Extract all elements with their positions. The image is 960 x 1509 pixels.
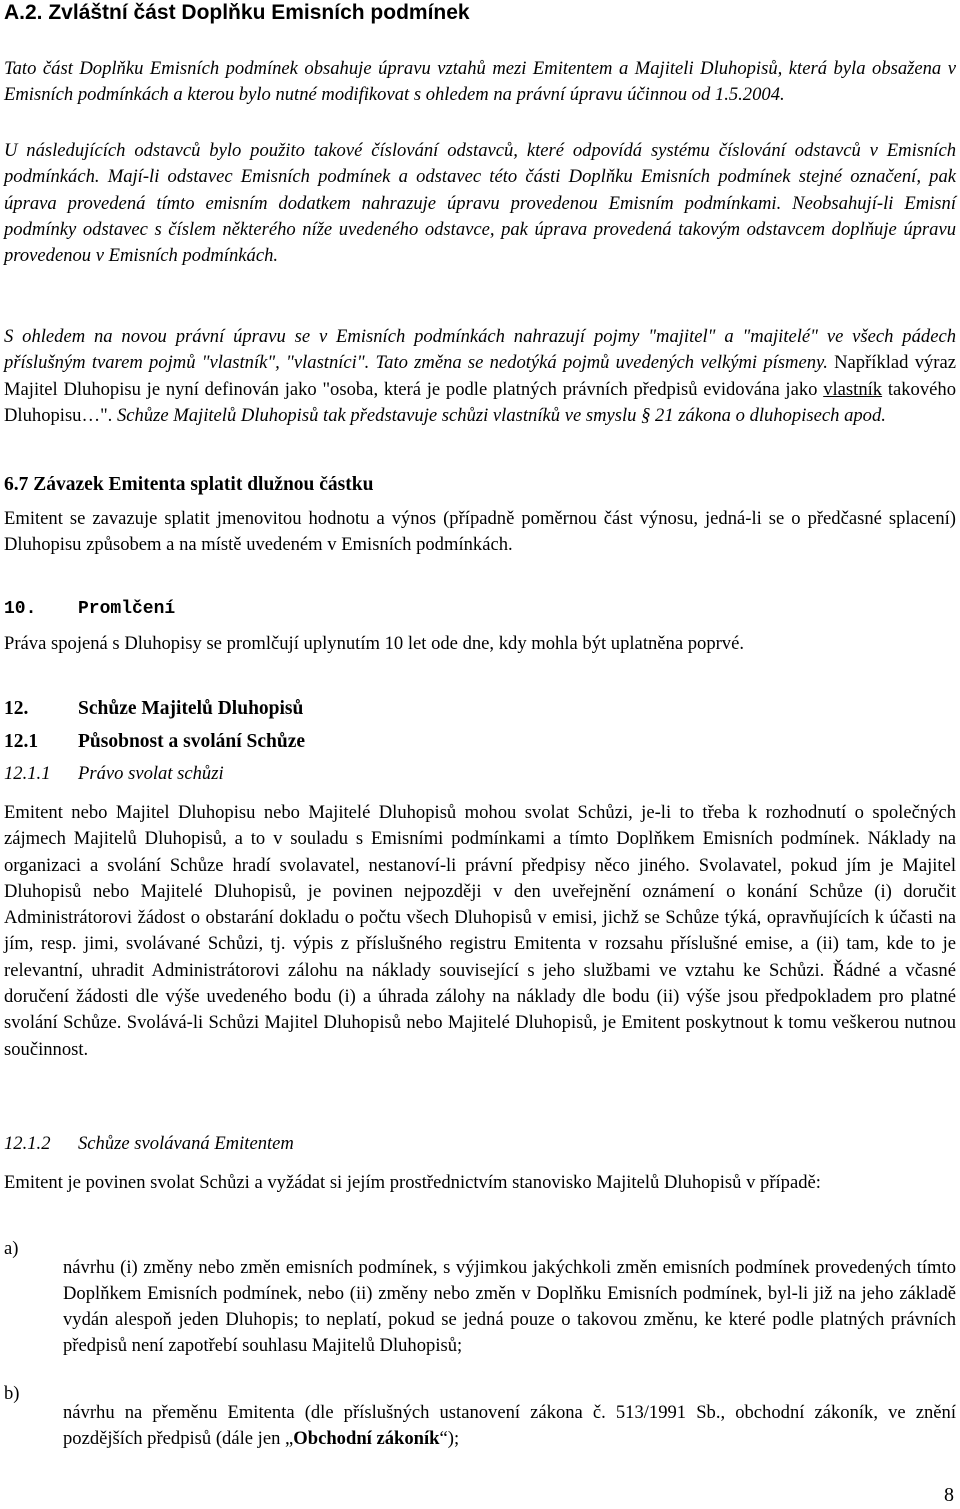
list-marker-a: a) [4, 1238, 19, 1259]
heading-12-1 [4, 729, 305, 755]
heading-12-1-1 [4, 761, 224, 787]
note-italic-end: Schůze Majitelů Dluhopisů tak představuje schůzi vlastníků ve smyslu § 21 zákona o dluhopisech apod. [116, 404, 886, 426]
defined-term-obchodni-zakonik: Obchodní zákoník [293, 1427, 440, 1449]
heading-10-number: 10. [4, 599, 37, 619]
heading-12-1-2 [4, 1131, 294, 1157]
note-italic: S ohledem na novou právní úpravu se v Emisních podmínkách nahrazují pojmy "majitel" a "majitelé" ve všech pádech příslušným tvarem pojmů "vlastník", "vlastníci". Tato změna se nedotýká pojmů uvedených velkými písmeny. [4, 326, 956, 374]
intro-paragraph-1 [4, 56, 956, 109]
heading-12-1-2-title: Schůze svolávaná Emitentem [78, 1133, 294, 1154]
heading-6-7-title: Závazek Emitenta splatit dlužnou částku [33, 474, 374, 495]
body-6-7: Emitent se zavazuje splatit jmenovitou hodnotu a výnos (případně poměrnou část výnosu, jedná-li se o předčasné splacení) Dluhopisu způsobem a na místě uvedeném v Emisních podmínkách. [4, 508, 956, 556]
list-text-a: návrhu (i) změny nebo změn emisních podmínek, s výjimkou jakýchkoli změn emisních podmínek provedených tímto Doplňkem Emisních podmínek, nebo (ii) změny nebo změn v Doplňku Emisních podmínek, byl-li již na jeho základě vydán alespoň jeden Dluhopis; to neplatí, pokud se jedná pouze o takovou změnu, ke které podle platných právních předpisů není zapotřebí souhlasu Majitelů Dluhopisů; [63, 1256, 956, 1357]
heading-12-1-title: Působnost a svolání Schůze [78, 731, 306, 752]
list-text-b-after: “); [439, 1427, 460, 1449]
section-heading: A.2. Zvláštní část Doplňku Emisních podmínek [4, 1, 470, 24]
intro-text-1: Tato část Doplňku Emisních podmínek obsahuje úpravu vztahů mezi Emitentem a Majiteli Dluhopisů, která byla obsažena v Emisních podmínkách a kterou bylo nutné modifikovat s ohledem na právní úpravu účinnou od 1.5.2004. [4, 58, 956, 106]
list-item-b [4, 1381, 956, 1471]
list-marker-b: b) [4, 1383, 20, 1404]
page-number: 8 [944, 1484, 954, 1506]
heading-12-number: 12. [4, 698, 29, 719]
heading-12-1-2-number: 12.1.2 [4, 1133, 51, 1154]
intro-text-3: Mají-li odstavec Emisních podmínek a odstavec této části Doplňku Emisních podmínek stejné označení, pak úprava provedená tímto emisním dodatkem nahrazuje úpravu provedenou Emisním podmínkami. Neobsahují-li Emisní podmínky odstavec s číslem některého níže uvedeného odstavce, pak úprava provedená takovým odstavcem doplňuje úpravu provedenou v Emisních podmínkách. [4, 166, 957, 267]
list-text-b [63, 1400, 956, 1453]
terminology-note [4, 324, 956, 429]
heading-12 [4, 696, 303, 722]
heading-12-1-number: 12.1 [4, 731, 39, 752]
list-item-a [4, 1236, 956, 1378]
intro-paragraph-2 [4, 138, 956, 269]
note-upright-after: takového Dluhopisu…". [4, 378, 956, 426]
heading-6-7-number: 6.7 [4, 474, 29, 495]
note-underlined-term: vlastník [823, 378, 883, 400]
body-12-1-2: Emitent je povinen svolat Schůzi a vyžádat si jejím prostřednictvím stanovisko Majitelů Dluhopisů v případě: [4, 1172, 821, 1193]
list-text-b-before: návrhu na přeměnu Emitenta (dle příslušných ustanovení zákona č. 513/1991 Sb., obchodní zákoník, ve znění pozdějších předpisů (dále jen „ [63, 1401, 956, 1449]
intro-text-2: U následujících odstavců bylo použito takové číslování odstavců, které odpovídá systému číslování odstavců v Emisních podmínkách. [4, 140, 956, 188]
heading-12-1-1-title: Právo svolat schůzi [78, 763, 224, 784]
heading-10 [4, 596, 175, 622]
heading-6-7 [4, 472, 373, 498]
body-10: Práva spojená s Dluhopisy se promlčují uplynutím 10 let ode dne, kdy mohla být uplatněna poprvé. [4, 633, 745, 654]
heading-10-title: Promlčení [78, 599, 176, 619]
body-12-1-1: Emitent nebo Majitel Dluhopisu nebo Majitelé Dluhopisů mohou svolat Schůzi, je-li to třeba k rozhodnutí o společných zájmech Majitelů Dluhopisů, a to v souladu s Emisními podmínkami a tímto Doplňkem Emisních podmínek. Náklady na organizaci a svolání Schůze hradí svolavatel, nestanoví-li právní předpisy něco jiného. Svolavatel, pokud jím je Majitel Dluhopisů nebo Majitelé Dluhopisů, je povinen nejpozději v den uveřejnění oznámení o konání Schůze (i) doručit Administrátorovi žádost o obstarání dokladu o počtu všech Dluhopisů v emisi, jichž se Schůze týká, opravňujících k účasti na jím, resp. jimi, svolávané Schůzi, tj. výpis z příslušného registru Emitenta v rozsahu příslušné emise, a (ii) tam, kde to je relevantní, uhradit Administrátorovi zálohu na náklady související s jeho službami ve vztahu ke Schůzi. Řádné a včasné doručení žádosti dle výše uvedeného bodu (i) a úhrada zálohy na náklady dle bodu (ii) výše jsou předpokladem pro platné svolání Schůze. Svolává-li Schůzi Majitel Dluhopisů nebo Majitelé Dluhopisů, je Emitent poskytnout k tomu veškerou nutnou součinnost. [4, 802, 956, 1060]
heading-12-title: Schůze Majitelů Dluhopisů [78, 698, 304, 719]
note-upright-before: Například výraz Majitel Dluhopisu je nyní definován jako "osoba, která je podle platných právních předpisů evidována jako [4, 352, 956, 400]
heading-12-1-1-number: 12.1.1 [4, 763, 51, 784]
